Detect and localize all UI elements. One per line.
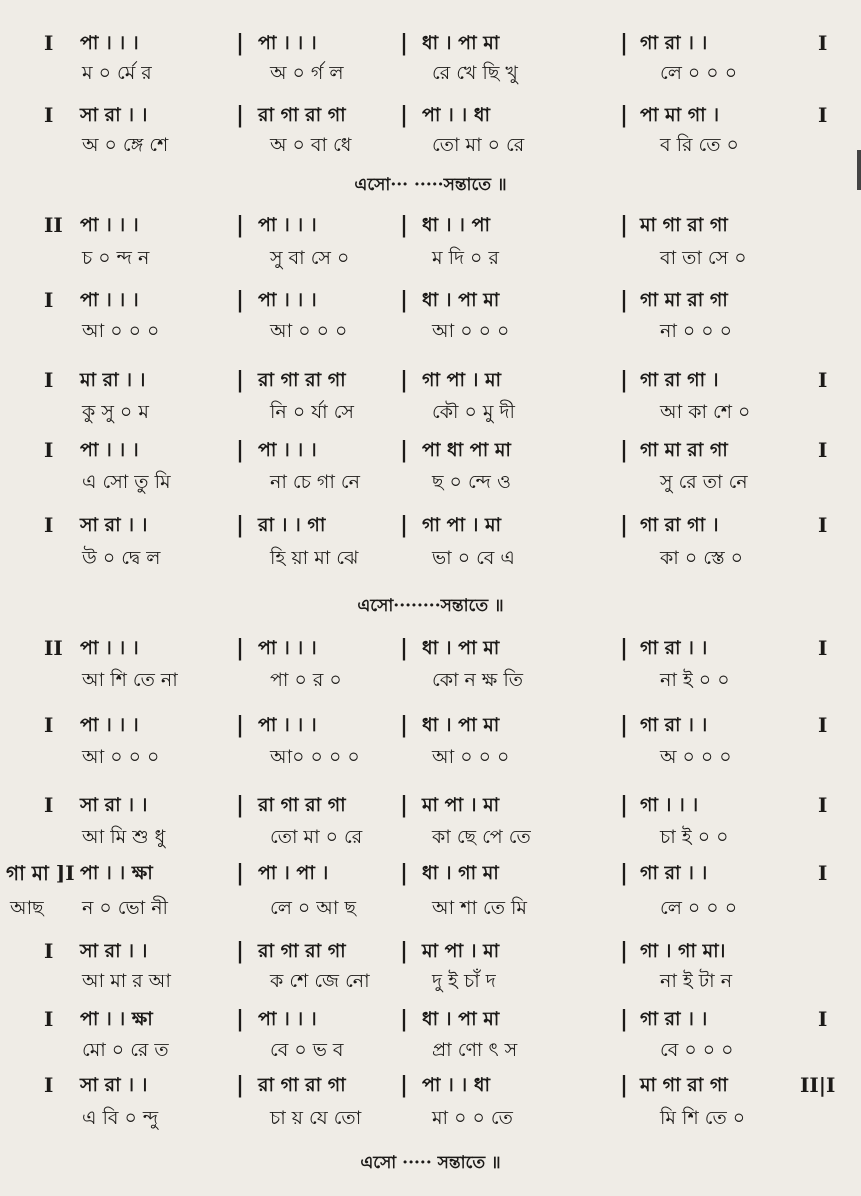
end-barline: I (818, 636, 828, 660)
lyric-group: সু রে তা নে (660, 471, 748, 493)
note-group: ধা । পা মা (422, 32, 500, 54)
barline: | (620, 102, 629, 128)
note-group: গা রা গা । (640, 369, 719, 391)
note-group: পা । । ধা (422, 1074, 490, 1096)
barline: | (236, 712, 245, 738)
note-group: মা গা রা গা (640, 214, 728, 236)
end-barline: I (818, 861, 828, 885)
barline: | (620, 1072, 629, 1098)
note-group: গা রা । । (640, 637, 708, 659)
lyric-group: এ বি ০ ন্দু (82, 1107, 159, 1129)
note-group: মা পা । মা (422, 940, 500, 962)
note-group: পা । পা । (258, 862, 329, 884)
note-group: পা । । ক্ষা (80, 862, 153, 884)
barline: | (400, 712, 409, 738)
lyric-row (0, 467, 861, 497)
note-group: গা । গা মা। (640, 940, 726, 962)
note-group: পা । । । (80, 439, 139, 461)
barline: | (236, 860, 245, 886)
notation-row (0, 858, 861, 888)
note-group: গা রা । । (640, 862, 708, 884)
lyric-row (0, 397, 861, 427)
lyric-row (0, 1103, 861, 1133)
lyric-group: ম দি ০ র (432, 247, 499, 269)
start-barline: II (44, 213, 63, 237)
lyric-group: ছ ০ ন্দে ও (432, 471, 511, 493)
lyric-group: পা ০ র ০ (270, 669, 342, 691)
barline: | (236, 792, 245, 818)
lyric-group: আ ০ ০ ০ (82, 320, 160, 342)
lyric-row (0, 130, 861, 160)
lyric-group: আ কা শে ০ (660, 401, 751, 423)
barline: | (400, 367, 409, 393)
note-group: গা রা গা । (640, 514, 719, 536)
note-group: পা । । । (258, 214, 317, 236)
note-group: ধা । । পা (422, 214, 490, 236)
end-barline: I (818, 513, 828, 537)
lyric-group: আ ০ ০ ০ (82, 746, 160, 768)
barline: | (400, 512, 409, 538)
lyric-group: না ই টা ন (660, 970, 733, 992)
barline: | (236, 367, 245, 393)
note-group: গা রা । । (640, 714, 708, 736)
lyric-row (0, 1035, 861, 1065)
barline: | (400, 437, 409, 463)
lyric-group: অ ০ ০ ০ (660, 746, 732, 768)
refrain-caption: এসো··· ·····সন্তাতে ॥ (354, 175, 507, 195)
note-group: গা মা রা গা (640, 289, 728, 311)
barline: | (400, 792, 409, 818)
refrain-caption: এসো ····· সন্তাতে ॥ (360, 1153, 501, 1173)
lyric-group: ন ০ ভো নী (82, 897, 168, 919)
note-group: গা রা । । (640, 32, 708, 54)
note-group: মা গা রা গা (640, 1074, 728, 1096)
barline: | (236, 512, 245, 538)
note-group: পা । । ক্ষা (80, 1008, 153, 1030)
lyric-group: সু বা সে ০ (270, 247, 350, 269)
note-group: পা । । । (258, 439, 317, 461)
lyric-group: লে ০ আ ছ (270, 897, 357, 919)
note-group: পা । । । (80, 714, 139, 736)
note-group: মা রা । । (80, 369, 146, 391)
end-barline: I (818, 1007, 828, 1031)
note-group: পা । । ধা (422, 104, 490, 126)
start-barline: II (44, 636, 63, 660)
lyric-group: কো ন ক্ষ তি (432, 669, 524, 691)
lyric-group: প্রা ণো ৎ স (432, 1039, 518, 1061)
note-group: রা গা রা গা (258, 104, 346, 126)
note-group: ধা । পা মা (422, 637, 500, 659)
lyric-group: আ মি শু ধু (82, 826, 166, 848)
notation-row (0, 710, 861, 740)
lyric-group: লে ০ ০ ০ (660, 897, 738, 919)
notation-row (0, 285, 861, 315)
lyric-group: হি য়া মা ঝে (270, 547, 359, 569)
end-barline: I (818, 368, 828, 392)
barline: | (236, 635, 245, 661)
lyric-group: মি শি তে ০ (660, 1107, 746, 1129)
lyric-group: অ ০ বা ধে (270, 134, 352, 156)
lyric-row (0, 966, 861, 996)
lyric-row (0, 893, 861, 923)
notation-row (0, 435, 861, 465)
lyric-group: মো ০ রে ত (82, 1039, 169, 1061)
lyric-row (0, 58, 861, 88)
barline: | (620, 212, 629, 238)
note-group: পা । । । (258, 289, 317, 311)
note-group: পা । । । (80, 289, 139, 311)
start-barline: I (44, 939, 54, 963)
lyric-group: ক শে জে নো (270, 970, 370, 992)
lyric-prefix: আছ (10, 897, 44, 919)
barline: | (620, 635, 629, 661)
start-barline: I (44, 103, 54, 127)
start-barline: গা মা ]I (6, 861, 75, 885)
barline: | (620, 1006, 629, 1032)
lyric-group: বে ০ ০ ০ (660, 1039, 734, 1061)
note-group: রা গা রা গা (258, 940, 346, 962)
barline: | (620, 287, 629, 313)
lyric-row (0, 742, 861, 772)
note-group: পা । । । (80, 214, 139, 236)
note-group: পা । । । (258, 637, 317, 659)
barline: | (620, 860, 629, 886)
note-group: পা । । । (80, 32, 139, 54)
note-group: সা রা । । (80, 514, 148, 536)
barline: | (400, 287, 409, 313)
start-barline: I (44, 793, 54, 817)
lyric-group: আ ০ ০ ০ (432, 320, 510, 342)
lyric-group: না ই ০ ০ (660, 669, 730, 691)
barline: | (620, 512, 629, 538)
lyric-group: আ শি তে না (82, 669, 178, 691)
barline: | (236, 437, 245, 463)
lyric-group: রে খে ছি খু (432, 62, 518, 84)
lyric-group: নি ০ র্যা সে (270, 401, 354, 423)
lyric-group: চা ই ০ ০ (660, 826, 729, 848)
start-barline: I (44, 513, 54, 537)
start-barline: I (44, 31, 54, 55)
note-group: গা পা । মা (422, 514, 502, 536)
barline: | (236, 102, 245, 128)
barline: | (400, 212, 409, 238)
end-barline: I (818, 31, 828, 55)
lyric-group: দু ই চাঁ দ (432, 970, 496, 992)
end-barline: I (818, 438, 828, 462)
refrain-caption: এসো········সন্তাতে ॥ (357, 596, 504, 616)
end-barline: I (818, 713, 828, 737)
barline: | (236, 30, 245, 56)
barline: | (400, 30, 409, 56)
note-group: পা । । । (258, 714, 317, 736)
lyric-row (0, 543, 861, 573)
barline: | (236, 287, 245, 313)
note-group: গা রা । । (640, 1008, 708, 1030)
note-group: পা । । । (80, 637, 139, 659)
lyric-group: তো মা ০ রে (432, 134, 525, 156)
lyric-group: আ মা র আ (82, 970, 171, 992)
lyric-group: কা ছে পে তে (432, 826, 531, 848)
lyric-group: বে ০ ভ ব (270, 1039, 344, 1061)
notation-row (0, 100, 861, 130)
note-group: রা । । গা (258, 514, 326, 536)
end-barline: I (818, 793, 828, 817)
note-group: গা পা । মা (422, 369, 502, 391)
lyric-row (0, 243, 861, 273)
lyric-group: কৌ ০ মু দী (432, 401, 515, 423)
lyric-group: ম ০ র্মে র (82, 62, 152, 84)
lyric-group: ভা ০ বে এ (432, 547, 515, 569)
lyric-group: আ ০ ০ ০ (270, 320, 348, 342)
lyric-group: অ ০ র্গ ল (270, 62, 344, 84)
barline: | (236, 1006, 245, 1032)
lyric-group: অ ০ ঙ্গে শে (82, 134, 169, 156)
note-group: রা গা রা গা (258, 1074, 346, 1096)
notation-row (0, 210, 861, 240)
note-group: ধা । পা মা (422, 1008, 500, 1030)
note-group: গা মা রা গা (640, 439, 728, 461)
start-barline: I (44, 1007, 54, 1031)
lyric-group: কা ০ স্তে ০ (660, 547, 744, 569)
lyric-group: না ০ ০ ০ (660, 320, 733, 342)
note-group: ধা । পা মা (422, 289, 500, 311)
barline: | (400, 1006, 409, 1032)
lyric-group: ব রি তে ০ (660, 134, 739, 156)
lyric-group: আ০ ০ ০ ০ (270, 746, 360, 768)
barline: | (400, 635, 409, 661)
note-group: রা গা রা গা (258, 794, 346, 816)
note-group: ধা । পা মা (422, 714, 500, 736)
lyric-group: চ ০ ন্দ ন (82, 247, 150, 269)
end-barline: I (818, 103, 828, 127)
notation-row (0, 936, 861, 966)
note-group: সা রা । । (80, 104, 148, 126)
note-group: সা রা । । (80, 1074, 148, 1096)
lyric-group: উ ০ দ্বে ল (82, 547, 161, 569)
lyric-group: মা ০ ০ তে (432, 1107, 513, 1129)
barline: | (620, 712, 629, 738)
start-barline: I (44, 713, 54, 737)
barline: | (620, 938, 629, 964)
barline: | (620, 437, 629, 463)
notation-row (0, 1004, 861, 1034)
note-group: ধা । গা মা (422, 862, 499, 884)
barline: | (620, 30, 629, 56)
barline: | (400, 860, 409, 886)
note-group: পা ধা পা মা (422, 439, 511, 461)
note-group: সা রা । । (80, 940, 148, 962)
lyric-row (0, 316, 861, 346)
notation-row (0, 28, 861, 58)
lyric-group: এ সো তু মি (82, 471, 171, 493)
notation-row (0, 1070, 861, 1100)
lyric-group: বা তা সে ০ (660, 247, 747, 269)
notation-row (0, 510, 861, 540)
note-group: পা মা গা । (640, 104, 720, 126)
barline: | (400, 938, 409, 964)
lyric-group: না চে গা নে (270, 471, 360, 493)
note-group: মা পা । মা (422, 794, 500, 816)
start-barline: I (44, 438, 54, 462)
note-group: সা রা । । (80, 794, 148, 816)
barline: | (236, 938, 245, 964)
lyric-group: চা য় যে তো (270, 1107, 362, 1129)
barline: | (236, 1072, 245, 1098)
note-group: পা । । । (258, 1008, 317, 1030)
lyric-group: কু সু ০ ম (82, 401, 149, 423)
start-barline: I (44, 1073, 54, 1097)
note-group: গা । । । (640, 794, 699, 816)
notation-row (0, 790, 861, 820)
notation-row (0, 633, 861, 663)
lyric-row (0, 822, 861, 852)
lyric-group: তো মা ০ রে (270, 826, 363, 848)
lyric-group: লে ০ ০ ০ (660, 62, 738, 84)
barline: | (236, 212, 245, 238)
lyric-row (0, 665, 861, 695)
note-group: রা গা রা গা (258, 369, 346, 391)
start-barline: I (44, 368, 54, 392)
notation-row (0, 365, 861, 395)
barline: | (400, 102, 409, 128)
end-barline: II|I (800, 1073, 836, 1097)
lyric-group: আ ০ ০ ০ (432, 746, 510, 768)
barline: | (400, 1072, 409, 1098)
start-barline: I (44, 288, 54, 312)
barline: | (620, 367, 629, 393)
lyric-group: আ শা তে মি (432, 897, 527, 919)
barline: | (620, 792, 629, 818)
note-group: পা । । । (258, 32, 317, 54)
